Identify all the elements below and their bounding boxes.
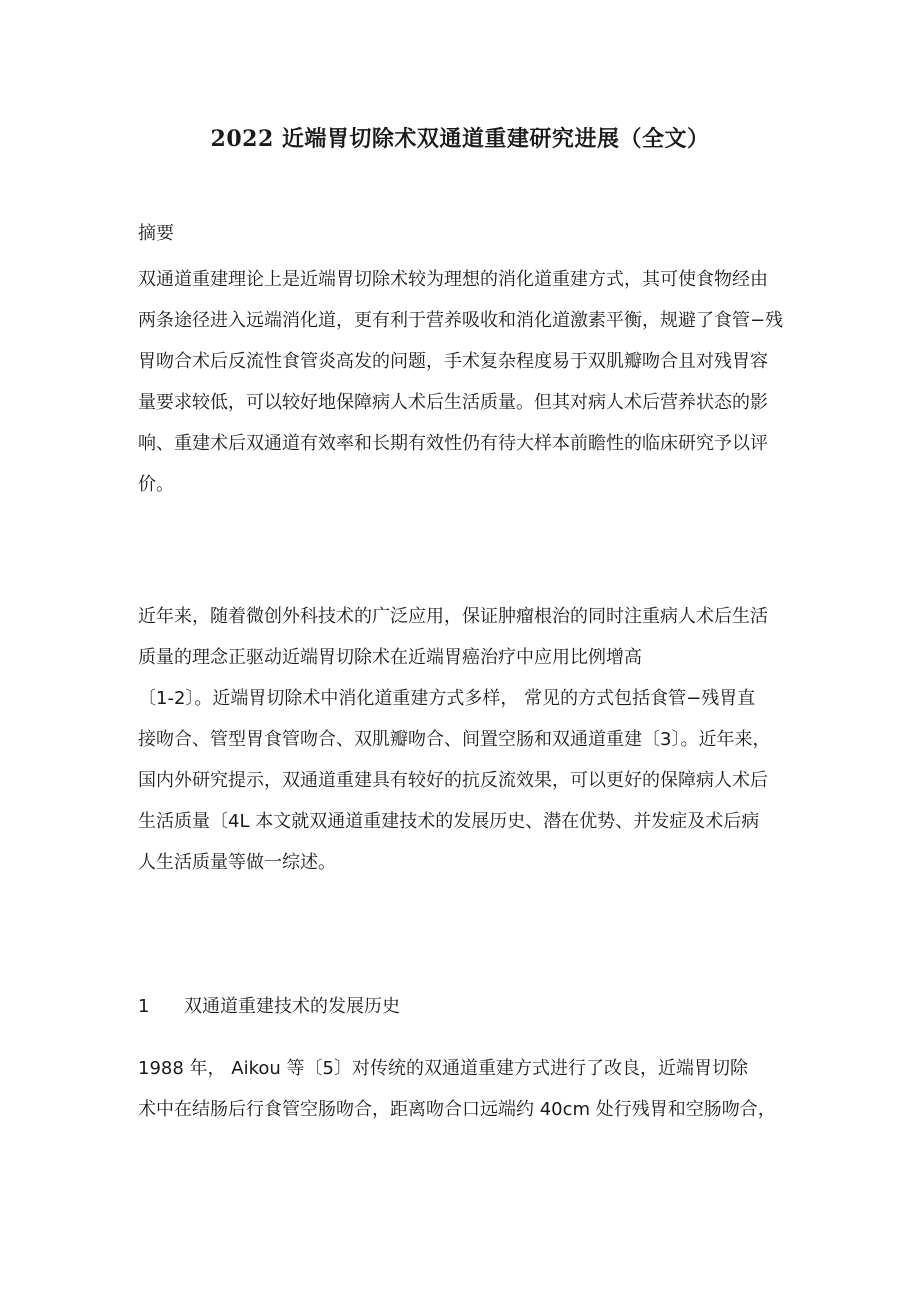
abstract-heading: 摘要 (138, 223, 174, 244)
section-1-paragraph (138, 1048, 788, 1130)
section-1-heading (138, 986, 788, 1027)
introduction-paragraph (138, 596, 788, 883)
abstract-paragraph (138, 259, 788, 505)
section-number: 1 (138, 996, 150, 1017)
section-title: 双通道重建技术的发展历史 (184, 996, 400, 1017)
abstract-line: 胃吻合术后反流性食管炎高发的问题，手术复杂程度易于双肌瓣吻合且对残胃容 (138, 351, 768, 372)
intro-line: 生活质量〔4L 本文就双通道重建技术的发展历史、潜在优势、并发症及术后病 (138, 811, 760, 832)
abstract-line: 价。 (138, 474, 174, 495)
abstract-line: 量要求较低，可以较好地保障病人术后生活质量。但其对病人术后营养状态的影 (138, 392, 768, 413)
abstract-line: 双通道重建理论上是近端胃切除术较为理想的消化道重建方式，其可使食物经由 (138, 269, 768, 290)
intro-line: 质量的理念正驱动近端胃切除术在近端胃癌治疗中应用比例增高 (138, 647, 642, 668)
section-line: 1988 年， Aikou 等〔5〕对传统的双通道重建方式进行了改良，近端胃切除 (138, 1058, 748, 1079)
intro-line: 国内外研究提示，双通道重建具有较好的抗反流效果，可以更好的保障病人术后 (138, 770, 768, 791)
abstract-line: 响、重建术后双通道有效率和长期有效性仍有待大样本前瞻性的临床研究予以评 (138, 433, 768, 454)
abstract-line: 两条途径进入远端消化道，更有利于营养吸收和消化道激素平衡，规避了食管−残 (138, 310, 784, 331)
intro-line: 接吻合、管型胃食管吻合、双肌瓣吻合、间置空肠和双通道重建〔3〕。近年来， (138, 729, 771, 750)
intro-line: 〔1-2〕。近端胃切除术中消化道重建方式多样， 常见的方式包括食管−残胃直 (138, 688, 756, 709)
intro-line: 近年来，随着微创外科技术的广泛应用，保证肿瘤根治的同时注重病人术后生活 (138, 606, 768, 627)
section-line: 术中在结肠后行食管空肠吻合，距离吻合口远端约 40cm 处行残胃和空肠吻合， (138, 1099, 776, 1120)
intro-line: 人生活质量等做一综述。 (138, 852, 336, 873)
document-title: 2022 近端胃切除术双通道重建研究进展（全文） (210, 126, 710, 152)
